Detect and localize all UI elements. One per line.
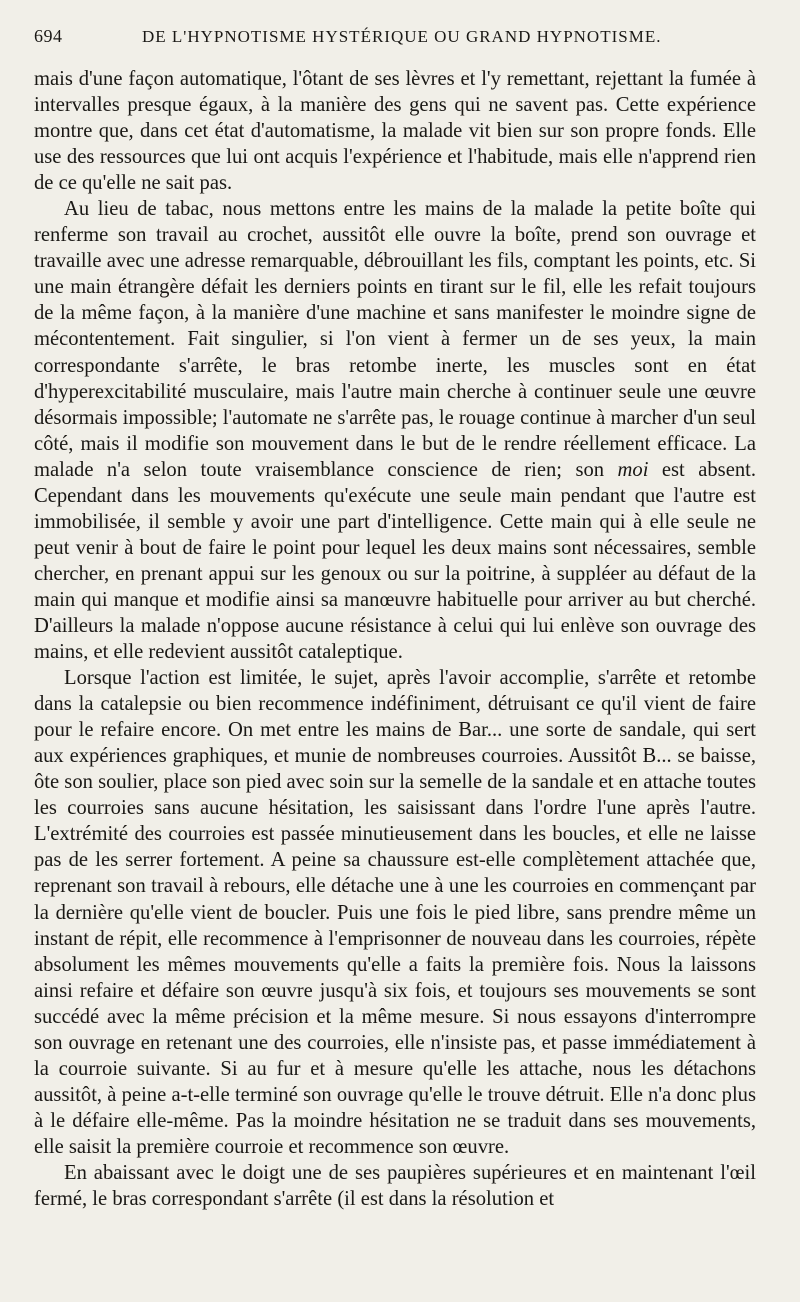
body-text	[34, 66, 756, 1212]
running-title: DE L'HYPNOTISME HYSTÉRIQUE OU GRAND HYPNOTISME.	[142, 27, 662, 46]
paragraph-2-part-2: est absent. Cependant dans les mouvements qu'exécute une seule main pendant que l'autre est immobilisée, il semble y avoir une part d'intelligence. Cette main qui à elle seule ne peut venir à bout de faire le point pour lequel les deux mains sont nécessaires, semble chercher, en prenant appui sur les genoux ou sur la poitrine, à suppléer au défaut de la main qui manque et modifie ainsi sa manœuvre habituelle pour arriver au but cherché. D'ailleurs la malade n'oppose aucune résistance à celui qui lui enlève son ouvrage des mains, et elle redevient aussitôt cataleptique.	[34, 458, 756, 664]
page-number: 694	[34, 26, 63, 46]
paragraph-4: En abaissant avec le doigt une de ses paupières supérieures et en maintenant l'œil fermé, le bras correspondant s'arrête (il est dans la résolution et	[34, 1161, 756, 1211]
paragraph-2	[34, 196, 756, 665]
page-header	[34, 26, 756, 66]
emphasis-moi: moi	[617, 458, 649, 481]
paragraph-3: Lorsque l'action est limitée, le sujet, après l'avoir accomplie, s'arrête et retombe dans la catalepsie ou bien recommence indéfiniment, détruisant ce qu'il vient de faire pour le refaire encore. On met entre les mains de Bar... une sorte de sandale, qui sert aux expériences graphiques, et munie de nombreuses courroies. Aussitôt B... se baisse, ôte son soulier, place son pied avec soin sur la semelle de la sandale et en attache toutes les courroies sans aucune hésitation, les saisissant dans l'ordre l'une après l'autre. L'extrémité des courroies est passée minutieusement dans les boucles, et elle ne laisse pas de les serrer fortement. A peine sa chaussure est-elle complètement attachée que, reprenant son travail à rebours, elle détache une à une les courroies en commençant par la dernière qu'elle vient de boucler. Puis une fois le pied libre, sans prendre même un instant de répit, elle recommence à l'emprisonner de nouveau dans les courroies, répète absolument les mêmes mouvements qu'elle a faits la première fois. Nous la laissons ainsi refaire et défaire son œuvre jusqu'à six fois, et toujours ses mouvements se sont succédé avec la même précision et la même mesure. Si nous essayons d'interrompre son ouvrage en retenant une des courroies, elle n'insiste pas, et passe immédiatement à la courroie suivante. Si au fur et à mesure qu'elle les attache, nous les détachons aussitôt, à peine a-t-elle terminé son ouvrage qu'elle le trouve détruit. Elle n'a donc plus à le défaire elle-même. Pas la moindre hésitation ne se traduit dans ses mouvements, elle saisit la première courroie et recommence son œuvre.	[34, 667, 756, 1158]
paragraph-2-part-1: Au lieu de tabac, nous mettons entre les mains de la malade la petite boîte qui renferme son travail au crochet, aussitôt elle ouvre la boîte, prend son ouvrage et travaille avec une adresse remarquable, débrouillant les fils, comptant les points, etc. Si une main étrangère défait les derniers points en tirant sur le fil, elle les refait toujours de la même façon, à la manière d'une machine et sans manifester le moindre signe de mécontentement. Fait singulier, si l'on vient à fermer un de ses yeux, la main correspondante s'arrête, le bras retombe inerte, les muscles sont en état d'hyperexcitabilité musculaire, mais l'autre main cherche à continuer seule une œuvre désormais impossible; l'automate ne s'arrête pas, le rouage continue à marcher d'un seul côté, mais il modifie son mouvement dans le but de le rendre réellement efficace. La malade n'a selon toute vraisemblance conscience de rien; son	[34, 198, 756, 481]
paragraph-1: mais d'une façon automatique, l'ôtant de ses lèvres et l'y remettant, rejettant la fumée à intervalles presque égaux, à la manière des gens qui ne savent pas. Cette expérience montre que, dans cet état d'automatisme, la malade vit bien sur son propre fonds. Elle use des ressources que lui ont acquis l'expérience et l'habitude, mais elle n'apprend rien de ce qu'elle ne sait pas.	[34, 68, 756, 195]
